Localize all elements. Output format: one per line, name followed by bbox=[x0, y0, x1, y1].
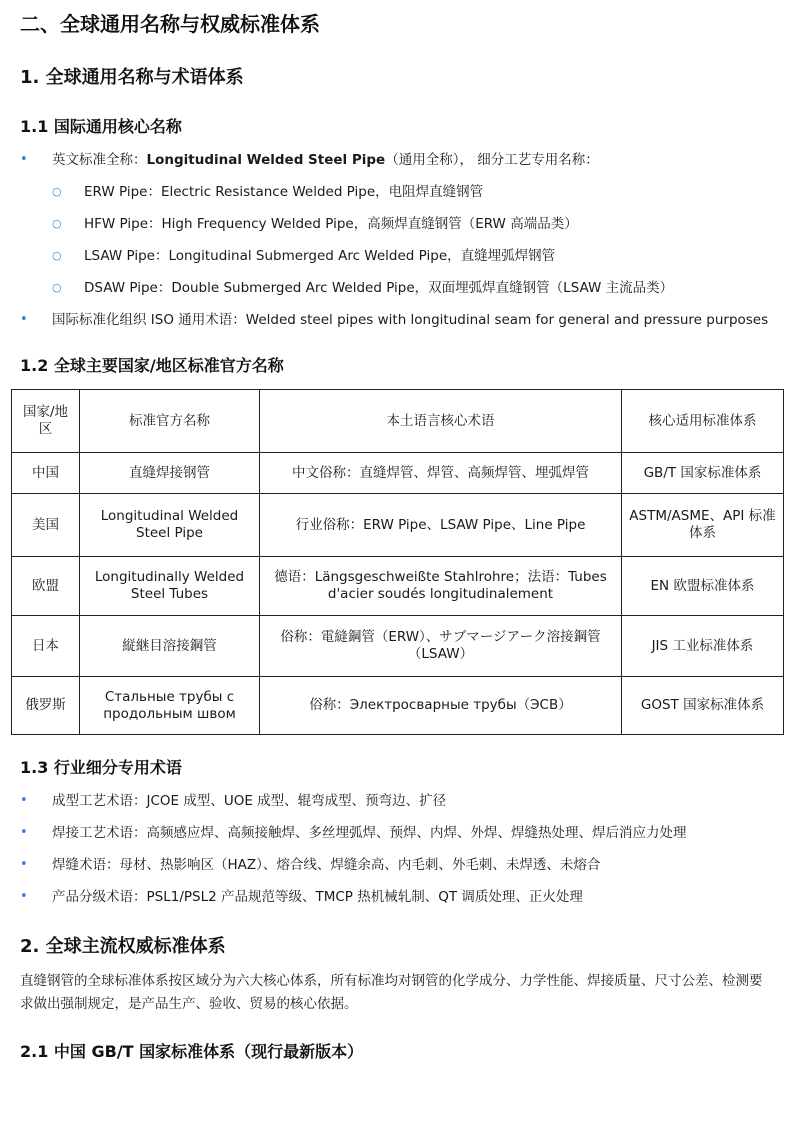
table-cell: 俄罗斯 bbox=[12, 677, 80, 735]
bullet-icon: • bbox=[20, 793, 28, 808]
table-cell: 欧盟 bbox=[12, 557, 80, 616]
circle-bullet-icon: ○ bbox=[52, 217, 62, 230]
list-item-text: 国际标准化组织 ISO 通用术语：Welded steel pipes with longitudinal seam for general and pressure purposes bbox=[52, 312, 769, 328]
table-cell: Стальные трубы с продольным швом bbox=[80, 677, 260, 735]
sub-list-item-text: HFW Pipe：High Frequency Welded Pipe，高频焊直缝钢管（ERW 高端品类） bbox=[84, 216, 578, 232]
table-cell: 縦継目溶接鋼管 bbox=[80, 616, 260, 677]
bullet-icon: • bbox=[20, 312, 28, 327]
table-cell: GB/T 国家标准体系 bbox=[622, 453, 784, 494]
table-cell: Longitudinal Welded Steel Pipe bbox=[80, 494, 260, 557]
table-cell: 美国 bbox=[12, 494, 80, 557]
table-header-row bbox=[12, 390, 784, 453]
table-cell: 中国 bbox=[12, 453, 80, 494]
heading-2-1: 2.1 中国 GB/T 国家标准体系（现行最新版本） bbox=[20, 1042, 364, 1061]
standards-table bbox=[11, 389, 784, 735]
list-item-text: 焊接工艺术语：高频感应焊、高频接触焊、多丝埋弧焊、预焊、内焊、外焊、焊缝热处理、焊后消应力处理 bbox=[52, 825, 687, 841]
table-cell: 德语：Längsgeschweißte Stahlrohre；法语：Tubes d'acier soudés longitudinalement bbox=[260, 557, 622, 616]
bullet-icon: • bbox=[20, 152, 28, 167]
table-cell: ASTM/ASME、API 标准体系 bbox=[622, 494, 784, 557]
circle-bullet-icon: ○ bbox=[52, 249, 62, 262]
table-cell: 俗称：Электросварные трубы（ЭСВ） bbox=[260, 677, 622, 735]
heading-1: 1. 全球通用名称与术语体系 bbox=[20, 67, 244, 88]
table-header-cell: 本土语言核心术语 bbox=[260, 390, 622, 453]
list-item-text: 产品分级术语：PSL1/PSL2 产品规范等级、TMCP 热机械轧制、QT 调质处理、正火处理 bbox=[52, 889, 583, 905]
table-cell: 日本 bbox=[12, 616, 80, 677]
heading-1-3: 1.3 行业细分专用术语 bbox=[20, 758, 182, 777]
bullet-icon: • bbox=[20, 857, 28, 872]
list-item-prefix: 英文标准全称： bbox=[52, 152, 147, 168]
paragraph: 直缝钢管的全球标准体系按区域分为六大核心体系，所有标准均对钢管的化学成分、力学性能、焊接质量、尺寸公差、检测要求做出强制规定，是产品生产、验收、贸易的核心依据。 bbox=[20, 973, 763, 1012]
table-cell: EN 欧盟标准体系 bbox=[622, 557, 784, 616]
heading-1-2: 1.2 全球主要国家/地区标准官方名称 bbox=[20, 356, 284, 375]
list-item-suffix: （通用全称）， 细分工艺专用名称： bbox=[385, 152, 599, 168]
circle-bullet-icon: ○ bbox=[52, 281, 62, 294]
list-item-bold: Longitudinal Welded Steel Pipe bbox=[146, 152, 386, 168]
bullet-icon: • bbox=[20, 825, 28, 840]
table-header-cell: 核心适用标准体系 bbox=[622, 390, 784, 453]
section-title: 二、全球通用名称与权威标准体系 bbox=[20, 12, 320, 36]
heading-1-1: 1.1 国际通用核心名称 bbox=[20, 117, 182, 136]
table-row bbox=[12, 616, 784, 677]
sub-list-item-text: LSAW Pipe：Longitudinal Submerged Arc Welded Pipe，直缝埋弧焊钢管 bbox=[84, 248, 556, 264]
table-cell: 直缝焊接钢管 bbox=[80, 453, 260, 494]
list-item-text: 成型工艺术语：JCOE 成型、UOE 成型、辊弯成型、预弯边、扩径 bbox=[52, 793, 447, 809]
heading-2: 2. 全球主流权威标准体系 bbox=[20, 936, 226, 957]
table-cell: GOST 国家标准体系 bbox=[622, 677, 784, 735]
table-cell: 俗称：電縫鋼管（ERW）、サブマージアーク溶接鋼管（LSAW） bbox=[260, 616, 622, 677]
sub-list-item-text: ERW Pipe：Electric Resistance Welded Pipe，电阻焊直缝钢管 bbox=[84, 184, 484, 200]
table-cell: JIS 工业标准体系 bbox=[622, 616, 784, 677]
bullet-icon: • bbox=[20, 889, 28, 904]
table-cell: 中文俗称：直缝焊管、焊管、高频焊管、埋弧焊管 bbox=[260, 453, 622, 494]
table-row bbox=[12, 453, 784, 494]
table-cell: 行业俗称：ERW Pipe、LSAW Pipe、Line Pipe bbox=[260, 494, 622, 557]
table-header-cell: 国家/地区 bbox=[12, 390, 80, 453]
table-row bbox=[12, 557, 784, 616]
table-row bbox=[12, 677, 784, 735]
table-cell: Longitudinally Welded Steel Tubes bbox=[80, 557, 260, 616]
circle-bullet-icon: ○ bbox=[52, 185, 62, 198]
table-row bbox=[12, 494, 784, 557]
list-item-text: 焊缝术语：母材、热影响区（HAZ）、熔合线、焊缝余高、内毛刺、外毛刺、未焊透、未熔合 bbox=[52, 857, 601, 873]
table-header-cell: 标准官方名称 bbox=[80, 390, 260, 453]
sub-list-item-text: DSAW Pipe：Double Submerged Arc Welded Pipe，双面埋弧焊直缝钢管（LSAW 主流品类） bbox=[84, 280, 674, 296]
